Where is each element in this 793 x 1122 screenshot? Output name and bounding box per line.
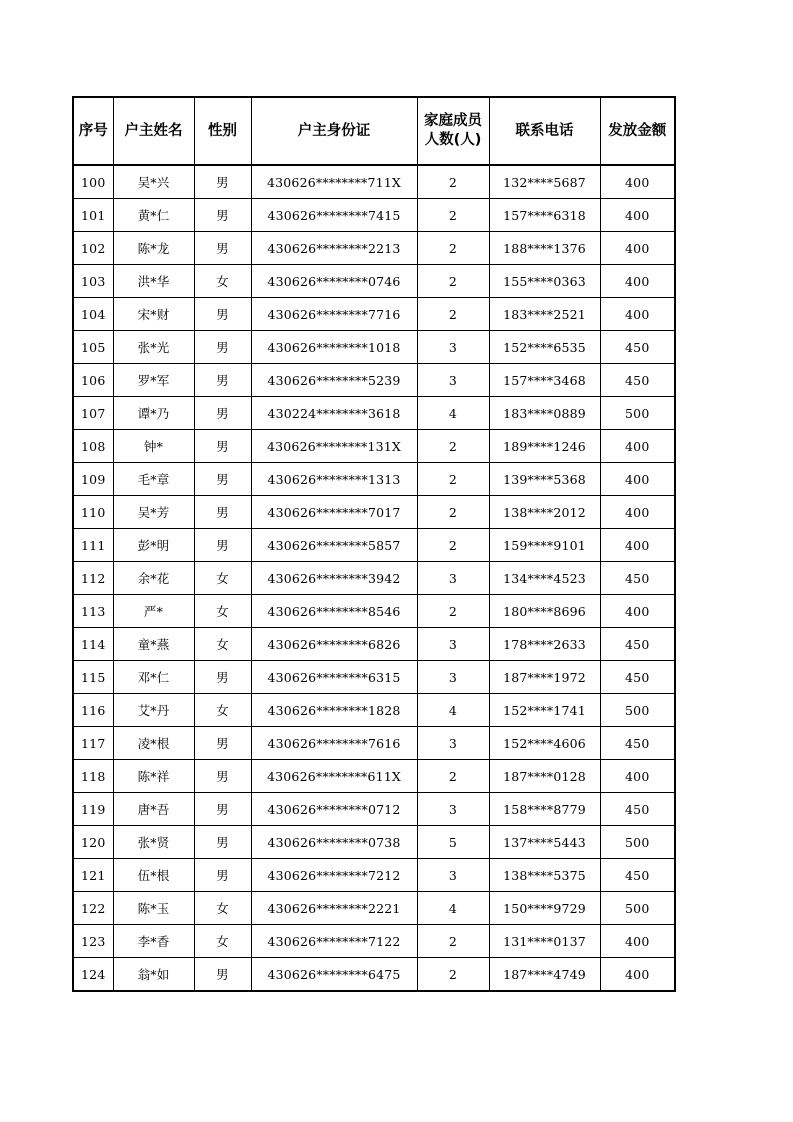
cell-seq: 103 xyxy=(73,265,113,298)
cell-seq: 109 xyxy=(73,463,113,496)
cell-amount: 400 xyxy=(600,430,675,463)
cell-id-card: 430626********0738 xyxy=(251,826,417,859)
cell-gender: 男 xyxy=(194,727,251,760)
table-row xyxy=(73,397,675,430)
cell-amount: 400 xyxy=(600,265,675,298)
cell-amount: 400 xyxy=(600,298,675,331)
cell-gender: 男 xyxy=(194,958,251,992)
cell-gender: 男 xyxy=(194,430,251,463)
cell-id-card: 430626********2213 xyxy=(251,232,417,265)
table-row xyxy=(73,331,675,364)
table-row xyxy=(73,892,675,925)
cell-name: 洪*华 xyxy=(113,265,194,298)
cell-family-size: 3 xyxy=(417,364,489,397)
cell-gender: 男 xyxy=(194,760,251,793)
cell-amount: 500 xyxy=(600,826,675,859)
cell-phone: 188****1376 xyxy=(489,232,600,265)
cell-id-card: 430224********3618 xyxy=(251,397,417,430)
cell-id-card: 430626********8546 xyxy=(251,595,417,628)
header-id-card: 户主身份证 xyxy=(251,97,417,165)
cell-name: 吴*芳 xyxy=(113,496,194,529)
cell-seq: 113 xyxy=(73,595,113,628)
table-row xyxy=(73,496,675,529)
header-row xyxy=(73,97,675,165)
cell-amount: 450 xyxy=(600,661,675,694)
cell-amount: 450 xyxy=(600,364,675,397)
cell-family-size: 2 xyxy=(417,199,489,232)
table-row xyxy=(73,793,675,826)
cell-id-card: 430626********0712 xyxy=(251,793,417,826)
cell-amount: 400 xyxy=(600,760,675,793)
cell-phone: 187****0128 xyxy=(489,760,600,793)
cell-id-card: 430626********0746 xyxy=(251,265,417,298)
cell-id-card: 430626********1313 xyxy=(251,463,417,496)
cell-name: 谭*乃 xyxy=(113,397,194,430)
table-body xyxy=(73,165,675,991)
table-row xyxy=(73,958,675,992)
cell-gender: 男 xyxy=(194,232,251,265)
cell-family-size: 3 xyxy=(417,331,489,364)
cell-name: 吴*兴 xyxy=(113,165,194,199)
cell-name: 童*燕 xyxy=(113,628,194,661)
cell-seq: 119 xyxy=(73,793,113,826)
cell-amount: 500 xyxy=(600,694,675,727)
cell-gender: 男 xyxy=(194,199,251,232)
cell-amount: 500 xyxy=(600,892,675,925)
cell-gender: 男 xyxy=(194,165,251,199)
cell-gender: 女 xyxy=(194,925,251,958)
cell-phone: 152****1741 xyxy=(489,694,600,727)
cell-gender: 男 xyxy=(194,397,251,430)
cell-phone: 183****0889 xyxy=(489,397,600,430)
cell-seq: 114 xyxy=(73,628,113,661)
cell-amount: 450 xyxy=(600,727,675,760)
cell-name: 陈*龙 xyxy=(113,232,194,265)
cell-seq: 106 xyxy=(73,364,113,397)
cell-id-card: 430626********7716 xyxy=(251,298,417,331)
cell-phone: 187****1972 xyxy=(489,661,600,694)
cell-id-card: 430626********7122 xyxy=(251,925,417,958)
cell-name: 宋*财 xyxy=(113,298,194,331)
cell-amount: 400 xyxy=(600,925,675,958)
cell-amount: 450 xyxy=(600,793,675,826)
header-name: 户主姓名 xyxy=(113,97,194,165)
cell-amount: 400 xyxy=(600,463,675,496)
cell-name: 毛*章 xyxy=(113,463,194,496)
cell-phone: 155****0363 xyxy=(489,265,600,298)
cell-name: 翁*如 xyxy=(113,958,194,992)
cell-family-size: 2 xyxy=(417,165,489,199)
cell-id-card: 430626********131X xyxy=(251,430,417,463)
cell-id-card: 430626********611X xyxy=(251,760,417,793)
cell-name: 李*香 xyxy=(113,925,194,958)
cell-name: 唐*吾 xyxy=(113,793,194,826)
cell-phone: 138****5375 xyxy=(489,859,600,892)
table-row xyxy=(73,826,675,859)
table-row xyxy=(73,165,675,199)
cell-amount: 450 xyxy=(600,331,675,364)
cell-family-size: 5 xyxy=(417,826,489,859)
cell-seq: 116 xyxy=(73,694,113,727)
cell-seq: 115 xyxy=(73,661,113,694)
cell-family-size: 4 xyxy=(417,892,489,925)
cell-seq: 101 xyxy=(73,199,113,232)
cell-phone: 150****9729 xyxy=(489,892,600,925)
cell-gender: 女 xyxy=(194,562,251,595)
cell-seq: 100 xyxy=(73,165,113,199)
table-row xyxy=(73,199,675,232)
cell-family-size: 2 xyxy=(417,529,489,562)
cell-phone: 152****6535 xyxy=(489,331,600,364)
cell-name: 邓*仁 xyxy=(113,661,194,694)
cell-id-card: 430626********2221 xyxy=(251,892,417,925)
cell-family-size: 2 xyxy=(417,430,489,463)
cell-phone: 178****2633 xyxy=(489,628,600,661)
cell-amount: 450 xyxy=(600,859,675,892)
cell-family-size: 2 xyxy=(417,925,489,958)
cell-id-card: 430626********7616 xyxy=(251,727,417,760)
cell-phone: 137****5443 xyxy=(489,826,600,859)
cell-phone: 132****5687 xyxy=(489,165,600,199)
cell-gender: 男 xyxy=(194,298,251,331)
cell-family-size: 2 xyxy=(417,958,489,992)
cell-family-size: 4 xyxy=(417,694,489,727)
table-row xyxy=(73,232,675,265)
cell-seq: 117 xyxy=(73,727,113,760)
cell-family-size: 3 xyxy=(417,628,489,661)
cell-family-size: 2 xyxy=(417,595,489,628)
cell-id-card: 430626********1828 xyxy=(251,694,417,727)
cell-amount: 450 xyxy=(600,628,675,661)
cell-name: 罗*军 xyxy=(113,364,194,397)
table-row xyxy=(73,595,675,628)
cell-id-card: 430626********6315 xyxy=(251,661,417,694)
cell-phone: 183****2521 xyxy=(489,298,600,331)
cell-seq: 123 xyxy=(73,925,113,958)
cell-id-card: 430626********711X xyxy=(251,165,417,199)
cell-id-card: 430626********5857 xyxy=(251,529,417,562)
cell-amount: 450 xyxy=(600,562,675,595)
header-gender: 性别 xyxy=(194,97,251,165)
cell-family-size: 3 xyxy=(417,727,489,760)
table-row xyxy=(73,463,675,496)
table-row xyxy=(73,562,675,595)
header-amount: 发放金额 xyxy=(600,97,675,165)
cell-family-size: 2 xyxy=(417,496,489,529)
cell-seq: 102 xyxy=(73,232,113,265)
cell-id-card: 430626********3942 xyxy=(251,562,417,595)
cell-seq: 118 xyxy=(73,760,113,793)
cell-id-card: 430626********7017 xyxy=(251,496,417,529)
cell-seq: 112 xyxy=(73,562,113,595)
cell-gender: 男 xyxy=(194,364,251,397)
cell-gender: 男 xyxy=(194,661,251,694)
table-row xyxy=(73,760,675,793)
cell-family-size: 2 xyxy=(417,463,489,496)
cell-family-size: 3 xyxy=(417,793,489,826)
table-row xyxy=(73,925,675,958)
cell-name: 艾*丹 xyxy=(113,694,194,727)
cell-name: 彭*明 xyxy=(113,529,194,562)
cell-family-size: 3 xyxy=(417,661,489,694)
table-row xyxy=(73,859,675,892)
cell-seq: 122 xyxy=(73,892,113,925)
cell-phone: 158****8779 xyxy=(489,793,600,826)
cell-gender: 男 xyxy=(194,859,251,892)
cell-phone: 152****4606 xyxy=(489,727,600,760)
table-header xyxy=(73,97,675,165)
cell-seq: 111 xyxy=(73,529,113,562)
table-row xyxy=(73,265,675,298)
cell-phone: 157****6318 xyxy=(489,199,600,232)
household-subsidy-table xyxy=(72,96,676,992)
cell-gender: 男 xyxy=(194,826,251,859)
cell-seq: 110 xyxy=(73,496,113,529)
cell-amount: 400 xyxy=(600,199,675,232)
cell-phone: 131****0137 xyxy=(489,925,600,958)
cell-name: 余*花 xyxy=(113,562,194,595)
cell-amount: 400 xyxy=(600,165,675,199)
cell-name: 钟* xyxy=(113,430,194,463)
cell-amount: 400 xyxy=(600,529,675,562)
cell-family-size: 4 xyxy=(417,397,489,430)
cell-gender: 男 xyxy=(194,529,251,562)
table-row xyxy=(73,628,675,661)
cell-gender: 男 xyxy=(194,331,251,364)
cell-amount: 400 xyxy=(600,232,675,265)
table-row xyxy=(73,661,675,694)
cell-family-size: 3 xyxy=(417,562,489,595)
cell-name: 张*光 xyxy=(113,331,194,364)
cell-amount: 400 xyxy=(600,496,675,529)
cell-amount: 400 xyxy=(600,595,675,628)
cell-name: 陈*祥 xyxy=(113,760,194,793)
cell-amount: 500 xyxy=(600,397,675,430)
cell-seq: 120 xyxy=(73,826,113,859)
table-row xyxy=(73,529,675,562)
cell-seq: 104 xyxy=(73,298,113,331)
cell-id-card: 430626********1018 xyxy=(251,331,417,364)
cell-gender: 女 xyxy=(194,628,251,661)
cell-id-card: 430626********7415 xyxy=(251,199,417,232)
cell-seq: 107 xyxy=(73,397,113,430)
cell-seq: 105 xyxy=(73,331,113,364)
cell-phone: 139****5368 xyxy=(489,463,600,496)
cell-phone: 159****9101 xyxy=(489,529,600,562)
cell-gender: 男 xyxy=(194,793,251,826)
cell-id-card: 430626********5239 xyxy=(251,364,417,397)
table-row xyxy=(73,430,675,463)
cell-name: 伍*根 xyxy=(113,859,194,892)
table-row xyxy=(73,727,675,760)
cell-family-size: 3 xyxy=(417,859,489,892)
table-row xyxy=(73,694,675,727)
cell-amount: 400 xyxy=(600,958,675,992)
cell-seq: 108 xyxy=(73,430,113,463)
cell-gender: 女 xyxy=(194,892,251,925)
cell-phone: 157****3468 xyxy=(489,364,600,397)
cell-name: 黄*仁 xyxy=(113,199,194,232)
cell-name: 张*贤 xyxy=(113,826,194,859)
cell-seq: 124 xyxy=(73,958,113,992)
cell-id-card: 430626********6475 xyxy=(251,958,417,992)
cell-phone: 180****8696 xyxy=(489,595,600,628)
cell-phone: 138****2012 xyxy=(489,496,600,529)
cell-gender: 男 xyxy=(194,496,251,529)
cell-family-size: 2 xyxy=(417,265,489,298)
cell-name: 陈*玉 xyxy=(113,892,194,925)
header-seq: 序号 xyxy=(73,97,113,165)
cell-id-card: 430626********6826 xyxy=(251,628,417,661)
cell-phone: 189****1246 xyxy=(489,430,600,463)
header-family-size: 家庭成员人数(人) xyxy=(417,97,489,165)
cell-family-size: 2 xyxy=(417,232,489,265)
table-row xyxy=(73,298,675,331)
cell-gender: 女 xyxy=(194,595,251,628)
cell-family-size: 2 xyxy=(417,298,489,331)
cell-phone: 134****4523 xyxy=(489,562,600,595)
cell-name: 凌*根 xyxy=(113,727,194,760)
cell-gender: 女 xyxy=(194,265,251,298)
header-phone: 联系电话 xyxy=(489,97,600,165)
cell-seq: 121 xyxy=(73,859,113,892)
cell-name: 严* xyxy=(113,595,194,628)
cell-gender: 女 xyxy=(194,694,251,727)
cell-id-card: 430626********7212 xyxy=(251,859,417,892)
cell-gender: 男 xyxy=(194,463,251,496)
cell-family-size: 2 xyxy=(417,760,489,793)
cell-phone: 187****4749 xyxy=(489,958,600,992)
table-row xyxy=(73,364,675,397)
